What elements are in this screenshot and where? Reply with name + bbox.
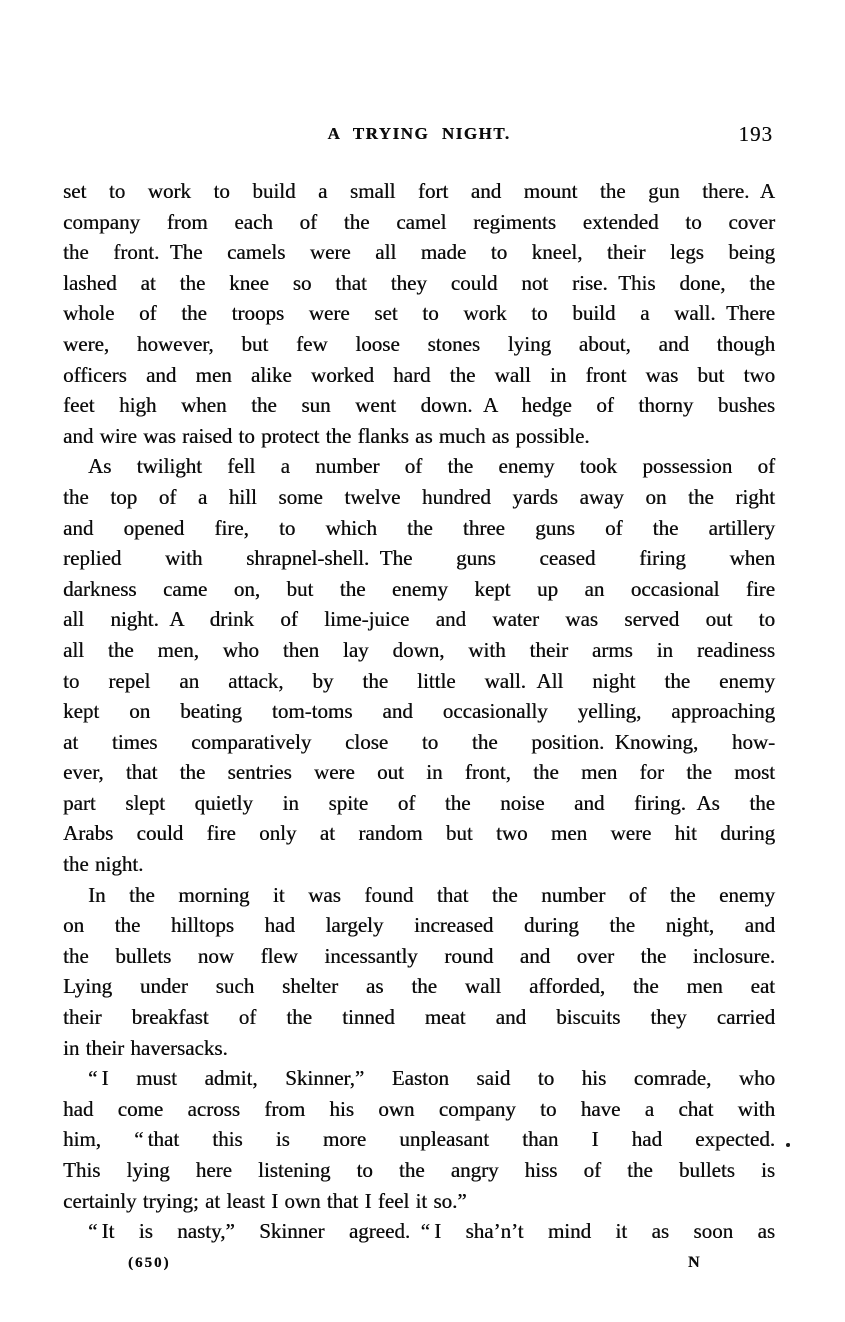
paragraph — [63, 1216, 775, 1247]
text-line: at times comparatively close to the position. Knowing, how- — [63, 729, 775, 754]
text-line: in their haversacks. — [63, 1035, 228, 1060]
text-line: set to work to build a small fort and mount the gun there. A — [63, 179, 775, 203]
text-line: all night. A drink of lime-juice and water was served out to — [63, 607, 775, 632]
paragraph — [63, 880, 775, 1064]
text-line: Lying under such shelter as the wall afforded, the men eat — [63, 974, 775, 999]
text-line: the front. The camels were all made to kneel, their legs being — [63, 240, 775, 265]
gathering-letter: N — [688, 1254, 700, 1271]
text-line: officers and men alike worked hard the wall in front was but two — [63, 362, 775, 387]
text-line: In the morning it was found that the number of the enemy — [88, 882, 775, 907]
page-number: 193 — [738, 122, 773, 146]
text-line: him, “ that this is more unpleasant than I had expected. — [63, 1127, 775, 1152]
text-line: and wire was raised to protect the flanks as much as possible. — [63, 423, 590, 448]
ink-speck-artifact — [786, 1143, 790, 1147]
text-line: “ I must admit, Skinner,” Easton said to his comrade, who — [88, 1066, 775, 1091]
text-line: darkness came on, but the enemy kept up an occasional fire — [63, 576, 775, 601]
text-line: on the hilltops had largely increased during the night, and — [63, 913, 775, 938]
text-line: replied with shrapnel-shell. The guns ceased firing when — [63, 546, 775, 571]
text-line: and opened fire, to which the three guns of the artillery — [63, 515, 775, 540]
text-line: kept on beating tom-toms and occasionally yelling, approaching — [63, 699, 775, 724]
text-line: This lying here listening to the angry hiss of the bullets is — [63, 1158, 775, 1182]
text-line: Arabs could fire only at random but two men were hit during — [63, 821, 775, 846]
text-line: part slept quietly in spite of the noise and firing. As the — [63, 790, 775, 815]
printer-signature: (650) — [128, 1255, 171, 1271]
text-line: company from each of the camel regiments extended to cover — [63, 209, 775, 234]
text-line: “ It is nasty,” Skinner agreed. “ I sha’n’t mind it as soon as — [88, 1219, 775, 1244]
text-line: the night. — [63, 852, 144, 877]
running-header-title: A TRYING NIGHT. — [327, 124, 511, 143]
text-line: As twilight fell a number of the enemy took possession of — [88, 454, 775, 479]
text-line: the bullets now flew incessantly round and over the inclosure. — [63, 943, 775, 968]
text-line: their breakfast of the tinned meat and biscuits they carried — [63, 1005, 775, 1030]
paragraph — [63, 176, 775, 451]
paragraph — [63, 451, 775, 879]
paragraph — [63, 1063, 775, 1216]
text-line: to repel an attack, by the little wall. All night the enemy — [63, 668, 775, 693]
text-line: feet high when the sun went down. A hedge of thorny bushes — [63, 393, 775, 418]
text-line: the top of a hill some twelve hundred yards away on the right — [63, 484, 775, 509]
running-header — [63, 124, 775, 150]
text-line: whole of the troops were set to work to build a wall. There — [63, 301, 775, 326]
text-line: were, however, but few loose stones lying about, and though — [63, 331, 775, 356]
text-line: certainly trying; at least I own that I feel it so.” — [63, 1188, 467, 1213]
text-line: all the men, who then lay down, with their arms in readiness — [63, 637, 775, 662]
text-line: lashed at the knee so that they could not rise. This done, the — [63, 270, 775, 295]
text-line: had come across from his own company to have a chat with — [63, 1096, 775, 1121]
text-line: ever, that the sentries were out in front, the men for the most — [63, 760, 775, 785]
page-body — [63, 176, 775, 1247]
